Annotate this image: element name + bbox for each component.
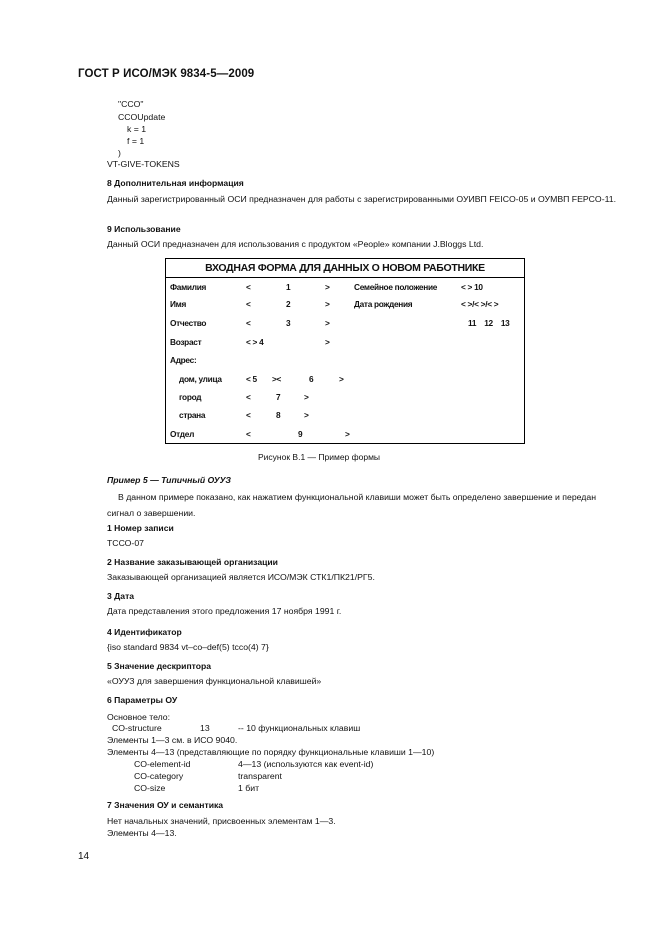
page-number: 14	[78, 851, 90, 862]
section-heading: 7 Значения ОУ и семантика	[107, 800, 224, 810]
param-name: CO-element-id	[134, 759, 191, 769]
param-name: CO-structure	[112, 723, 162, 733]
field-number: 2	[286, 299, 291, 309]
section-text: «ОУУЗ для завершения функциональной клавишей»	[107, 676, 322, 686]
field-open: <	[246, 318, 251, 328]
form-label-semeynoe: Семейное положение	[354, 282, 438, 292]
field-number: < > 4	[246, 337, 264, 347]
field-close: >	[325, 282, 330, 292]
section-text: Нет начальных значений, присвоенных элементам 1—3.	[107, 816, 336, 826]
form-label-imya: Имя	[170, 299, 187, 309]
section-heading: 3 Дата	[107, 591, 135, 601]
field-close: >	[325, 318, 330, 328]
document-header: ГОСТ Р ИСО/МЭК 9834-5—2009	[78, 68, 255, 80]
field-close: >	[325, 299, 330, 309]
section-text: Заказывающей организацией является ИСО/МЭК СТК1/ПК21/РГ5.	[107, 572, 375, 582]
param-name: CO-size	[134, 783, 166, 793]
example-title: Пример 5 — Типичный ОУУЗ	[107, 475, 231, 485]
field-open: <	[246, 392, 251, 402]
form-label-familia: Фамилия	[170, 282, 207, 292]
form-title: ВХОДНАЯ ФОРМА ДЛЯ ДАННЫХ О НОВОМ РАБОТНИКЕ	[205, 262, 485, 274]
code-line: VT-GIVE-TOKENS	[107, 159, 180, 169]
section-heading: 1 Номер записи	[107, 523, 174, 533]
field-close: >	[345, 429, 350, 439]
field-close: >	[325, 337, 330, 347]
date-template: < >/< >/< >	[461, 299, 499, 309]
section-text: Дата представления этого предложения 17 ноября 1991 г.	[107, 606, 342, 616]
field-close: >	[304, 410, 309, 420]
code-line: CCOUpdate	[118, 112, 166, 122]
field-number: 9	[298, 429, 303, 439]
code-line: f = 1	[127, 136, 145, 146]
param-line: Элементы 4—13 (представляющие по порядку функциональные клавиши 1—10)	[107, 747, 435, 757]
section-text: ТССО-07	[107, 538, 144, 548]
field-number: < > 10	[461, 282, 483, 292]
section-text: Элементы 4—13.	[107, 828, 177, 838]
field-close: >	[339, 374, 344, 384]
param-comment: -- 10 функциональных клавиш	[238, 723, 361, 733]
param-value: 4—13 (используются как event-id)	[238, 759, 374, 769]
code-line: )	[118, 148, 121, 158]
section-heading: 2 Название заказывающей организации	[107, 557, 278, 567]
param-line: Элементы 1—3 см. в ИСО 9040.	[107, 735, 238, 745]
code-line: k = 1	[127, 124, 147, 134]
field-close: >	[304, 392, 309, 402]
field-number: < 5	[246, 374, 257, 384]
example-intro: В данном примере показано, как нажатием функциональной клавиши может быть определено завершение и передан сигнал о завершении.	[107, 492, 596, 518]
form-label-dom: дом, улица	[179, 374, 222, 384]
field-separator: ><	[272, 374, 282, 384]
param-line: Основное тело:	[107, 712, 171, 722]
field-number: 6	[309, 374, 314, 384]
section-text: Данный зарегистрированный ОСИ предназначен для работы с зарегистрированными ОУИВП FEICO-05 и ОУМВП FEPCO-11.	[107, 194, 617, 204]
field-number: 8	[276, 410, 281, 420]
section-heading: 9 Использование	[107, 224, 181, 234]
param-value: 13	[200, 723, 210, 733]
section-heading: 8 Дополнительная информация	[107, 178, 244, 188]
form-label-vozrast: Возраст	[170, 337, 202, 347]
field-number: 7	[276, 392, 281, 402]
field-open: <	[246, 282, 251, 292]
form-label-otchestvo: Отчество	[170, 318, 207, 328]
figure-caption: Рисунок В.1 — Пример формы	[258, 452, 381, 462]
field-open: <	[246, 410, 251, 420]
section-heading: 5 Значение дескриптора	[107, 661, 212, 671]
section-heading: 4 Идентификатор	[107, 627, 182, 637]
field-open: <	[246, 299, 251, 309]
field-number: 1	[286, 282, 291, 292]
date-field-numbers: 11 12 13	[468, 318, 510, 328]
field-number: 3	[286, 318, 291, 328]
form-label-otdel: Отдел	[170, 429, 195, 439]
param-name: CO-category	[134, 771, 184, 781]
section-text: Данный ОСИ предназначен для использования с продуктом «People» компании J.Bloggs Ltd.	[107, 239, 484, 249]
form-figure	[165, 258, 525, 444]
form-divider	[166, 277, 524, 278]
section-text: {iso standard 9834 vt–co–def(5) tcco(4) 7}	[107, 642, 269, 652]
form-label-strana: страна	[179, 410, 206, 420]
code-line: "CCO"	[118, 99, 144, 109]
section-heading: 6 Параметры ОУ	[107, 695, 178, 705]
param-value: 1 бит	[238, 783, 260, 793]
param-value: transparent	[238, 771, 282, 781]
form-label-gorod: город	[179, 392, 202, 402]
form-label-data: Дата рождения	[354, 299, 413, 309]
form-label-adres: Адрес:	[170, 355, 197, 365]
field-open: <	[246, 429, 251, 439]
